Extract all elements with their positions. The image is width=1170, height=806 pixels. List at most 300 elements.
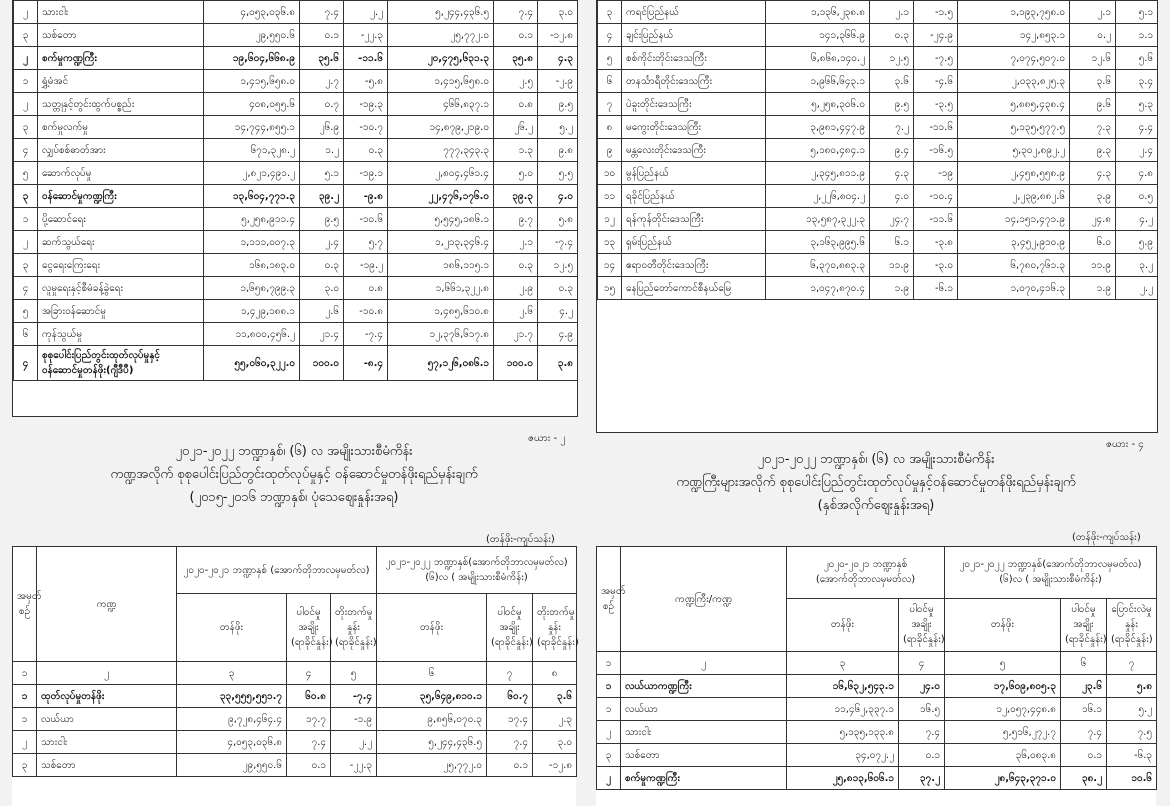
cell-value: ၂.၄ (1116, 139, 1158, 162)
cell-value: ၁,၁၃၆,၂၃၈.၈ (766, 1, 870, 24)
cell-value: ၂၆.၉ (300, 116, 344, 139)
cell-value: ၃၉.၃ (494, 185, 538, 208)
sector-name: ရခိုင်ပြည်နယ် (622, 185, 766, 208)
cell-value: ၅,၂၅၈,၃၀၆.၀ (766, 93, 870, 116)
row-number: ၁၄ (598, 254, 622, 277)
table-row (14, 70, 578, 93)
cell-value: ၄.၀ (870, 185, 914, 208)
cell-value: ၂၅,၈၁၃,၆၀၆.၁ (787, 767, 899, 790)
cell-value: ၂.၁ (870, 1, 914, 24)
column-number: ၅ (945, 652, 1061, 675)
left-title-line2: ကဏ္ဍအလိုက် စုစုပေါင်းပြည်တွင်းထုတ်လုပ်မှုနှင့် ဝန်ဆောင်မှုတန်ဖိုးရည်မှန်းချက် (110, 467, 478, 482)
cell-value: ၉.၄ (870, 139, 914, 162)
row-number: ၈ (598, 116, 622, 139)
cell-value: ၅.၉ (1116, 231, 1158, 254)
cell-value: -၂၄.၉ (914, 24, 958, 47)
cell-value: ၆၇၁,၃၂၈.၂ (204, 139, 300, 162)
row-number: ၁၃ (598, 231, 622, 254)
table-number-2: ဇယား - ၂ (528, 433, 566, 444)
cell-value: ၁၂.၅ (538, 254, 578, 277)
col-header-value: တန်ဖိုး (787, 598, 899, 651)
cell-value: ၀.၅ (1116, 185, 1158, 208)
table-row (14, 346, 578, 381)
cell-value: ၁၄၁,၃၆၆.၉ (766, 24, 870, 47)
table-row (14, 116, 578, 139)
cell-value: ၂,၄၅၈,၅၅၈.၉ (958, 162, 1070, 185)
sector-name: မကွေးတိုင်းဒေသကြီး (622, 116, 766, 139)
table-row (598, 185, 1158, 208)
cell-value: ၅.၈ (538, 208, 578, 231)
cell-value: ၁,၄၂၉,၁၈၈.၁ (204, 300, 300, 323)
cell-value: ၀.၃ (344, 139, 388, 162)
cell-value: ၁၄၂,၈၅၃.၁ (958, 24, 1070, 47)
col-header-share: ပါဝင်မှုအချိုး (ရာခိုင်နှုန်း) (287, 594, 331, 662)
cell-value: ၁,၁၉၃,၇၅၈.၀ (958, 1, 1070, 24)
table-row (598, 139, 1158, 162)
row-number: ၂ (597, 721, 621, 744)
cell-value: ၂.၅ (494, 70, 538, 93)
cell-value: ၁.၉ (870, 277, 914, 300)
cell-value: ၂.၆ (300, 300, 344, 323)
cell-value: ၁.၉ (1070, 277, 1116, 300)
table-row (598, 231, 1158, 254)
cell-value: ၅,၈၈၅,၄၃၈.၄ (958, 93, 1070, 116)
cell-value: -၈.၄ (344, 346, 388, 381)
sector-name: အခြားဝန်ဆောင်မှု (38, 300, 204, 323)
cell-value: ၉.၇ (494, 208, 538, 231)
cell-value: -၁၁.၆ (914, 208, 958, 231)
cell-value: ၆၀.၇ (487, 685, 533, 708)
col-header-share-2: ပါဝင်မှုအချိုး (ရာခိုင်နှုန်း) (487, 594, 533, 662)
table-row (14, 47, 578, 70)
cell-value: ၉.၅ (538, 93, 578, 116)
cell-value: -၇.၄ (331, 685, 377, 708)
col-header-sector: ကဏ္ဍ (37, 547, 177, 662)
cell-value: -၃.၈ (914, 231, 958, 254)
cell-value: ၆.၀ (1070, 231, 1116, 254)
col-header-2021-22: ၂၀၂၁-၂၀၂၂ ဘဏ္ဍာနှစ်(အောက်တိုဘာလမှမတ်လ) (၆)လ ( အမျိုးသားစီမံကိန်း) (945, 547, 1157, 599)
cell-value: ၂၀,၄၇၅,၆၃၁.၃ (388, 47, 494, 70)
cell-value: ၅,၂၄၄,၄၃၆.၅ (377, 731, 487, 754)
row-number: ၃ (14, 254, 38, 277)
cell-value: ၁၄,၁၅၁,၄၇၁.၉ (958, 208, 1070, 231)
cell-value: -၁၉.၃ (344, 93, 388, 116)
cell-value: ၁၂,၀၅၇,၄၄၈.၈ (945, 698, 1061, 721)
cell-value: ၂.၉ (494, 277, 538, 300)
cell-value: ၂၃.၆ (1061, 675, 1107, 698)
cell-value: ၆.၁ (870, 231, 914, 254)
right-title-line1: ၂၀၂၁-၂၀၂၂ ဘဏ္ဍာနှစ်၊ (၆) လ အမျိုးသားစီမံကိန်း (757, 452, 995, 467)
cell-value: ၉.၅ (300, 208, 344, 231)
cell-value: ၂၄.၇ (870, 208, 914, 231)
cell-value: ၂၅,၇၇၂.၀ (388, 24, 494, 47)
cell-value: ၃,၄၅၂,၉၁၀.၉ (958, 231, 1070, 254)
cell-value: ၁,၀၄၇,၈၇၀.၄ (766, 277, 870, 300)
table-row (13, 754, 577, 777)
cell-value: ၆၀.၈ (287, 685, 331, 708)
cell-value: ၀.၃ (300, 254, 344, 277)
cell-value: ၇.၃ (1070, 116, 1116, 139)
cell-value: ၆,၈၆၈,၁၄၀.၂ (766, 47, 870, 70)
row-number: ၁၂ (598, 208, 622, 231)
col-header-2021-22: ၂၀၂၁-၂၀၂၂ ဘဏ္ဍာနှစ်(အောက်တိုဘာလမှမတ်လ) (၆)လ ( အမျိုးသားစီမံကိန်း) (377, 547, 577, 594)
table-row (14, 231, 578, 254)
row-number: ၂ (14, 231, 38, 254)
cell-value: ၃.၆ (533, 685, 577, 708)
cell-value: ၃.၀ (300, 277, 344, 300)
cell-value: ၃.၉ (1070, 185, 1116, 208)
sector-name: စက်မှုလက်မှု (38, 116, 204, 139)
col-header-share: ပါဝင်မှုအချိုး (ရာခိုင်နှုန်း) (899, 598, 945, 651)
sector-name: ကရင်ပြည်နယ် (622, 1, 766, 24)
cell-value: -၂၂.၃ (344, 24, 388, 47)
cell-value: ၇.၄ (487, 731, 533, 754)
sector-name: မန္တလေးတိုင်းဒေသကြီး (622, 139, 766, 162)
cell-value: ၄၆၆,၈၃၇.၁ (388, 93, 494, 116)
table-top-left (12, 0, 578, 417)
row-number: ၂ (14, 1, 38, 24)
cell-value: ၁၆,၆၃၂,၅၄၃.၁ (787, 675, 899, 698)
cell-value: ၄,၀၅၃,၀၃၆.၈ (204, 1, 300, 24)
sector-name: လယ်ယာ (37, 708, 177, 731)
row-number: ၅ (14, 300, 38, 323)
cell-value: ၂,၈၂၁,၄၉၁.၂ (204, 162, 300, 185)
sector-name: သားငါး (37, 731, 177, 754)
row-number: ၃ (14, 116, 38, 139)
row-number: ၉ (598, 139, 622, 162)
cell-value: ၀.၁ (899, 744, 945, 767)
table-row (14, 208, 578, 231)
cell-value: ၁,၄၈၅,၆၁၀.၈ (388, 300, 494, 323)
cell-value: ၄.၃ (870, 162, 914, 185)
sector-name: နေပြည်တော်ကောင်စီနယ်မြေ (622, 277, 766, 300)
cell-value: -၁၀.၈ (344, 300, 388, 323)
cell-value: ၆,၇၈၀,၇၆၁.၃ (958, 254, 1070, 277)
cell-value: ၅.၂ (538, 116, 578, 139)
sector-name: ရန်ကုန်တိုင်းဒေသကြီး (622, 208, 766, 231)
cell-value: ၂၄.၀ (899, 675, 945, 698)
cell-value: ၅,၃၀၂,၈၉၂.၂ (958, 139, 1070, 162)
col-header-value-2: တန်ဖိုး (945, 598, 1061, 651)
cell-value: ၃,၉၈၁,၄၄၇.၉ (766, 116, 870, 139)
cell-value: ၃၅.၆ (300, 47, 344, 70)
cell-value: ၅.၈ (1107, 675, 1157, 698)
sector-name: လျှပ်စစ်ဓာတ်အား (38, 139, 204, 162)
row-number: ၂ (14, 93, 38, 116)
column-number: ၇ (487, 662, 533, 685)
right-title-line3: (နှစ်အလိုက်ဈေးနှုန်းအရ) (817, 498, 935, 513)
sector-name: ပို့ဆောင်ရေး (38, 208, 204, 231)
cell-value: -၇.၄ (538, 231, 578, 254)
cell-value: ၁,၉၆၆,၆၄၃.၁ (766, 70, 870, 93)
table-row (598, 93, 1158, 116)
col-header-change: ပြောင်းလဲမှုနှုန်း (ရာခိုင်နှုန်း) (1107, 598, 1157, 651)
row-number: ၅ (598, 47, 622, 70)
cell-value: ၂,၈၀၄,၄၆၁.၄ (388, 162, 494, 185)
cell-value: ၇.၄ (287, 731, 331, 754)
cell-value: ၅,၂၅၈,၉၁၁.၄ (204, 208, 300, 231)
table-top-right (596, 0, 1158, 433)
cell-value: -၁၂.၈ (533, 754, 577, 777)
row-number: ၁၅ (598, 277, 622, 300)
cell-value: ၀.၃ (538, 277, 578, 300)
table-row (598, 24, 1158, 47)
cell-value: ၂၄.၈ (1070, 208, 1116, 231)
cell-value: ၁၆.၁ (1061, 698, 1107, 721)
cell-value: ၁၁,၄၆၂,၃၃၇.၁ (787, 698, 899, 721)
cell-value: ၀.၁ (287, 754, 331, 777)
table-row (14, 300, 578, 323)
cell-value: ၀.၃ (870, 24, 914, 47)
cell-value: ၇.၄ (300, 1, 344, 24)
cell-value: ၃၇.၂ (899, 767, 945, 790)
cell-value: -၁၆.၅ (914, 139, 958, 162)
table-row (598, 254, 1158, 277)
cell-value: ၂,၀၃၃,၈၂၅.၃ (958, 70, 1070, 93)
cell-value: ၃၆,၀၈၃.၈ (945, 744, 1061, 767)
cell-value: ၁.၃ (494, 139, 538, 162)
cell-value: ၁၀၀.၀ (300, 346, 344, 381)
table-row (14, 1, 578, 24)
row-number: ၄ (14, 139, 38, 162)
column-number: ၃ (787, 652, 899, 675)
cell-value: ၁,၁၁၁,၀၀၇.၃ (204, 231, 300, 254)
column-number: ၇ (1107, 652, 1157, 675)
sector-name: ဆောက်လုပ်မှု (38, 162, 204, 185)
row-number: ၆ (598, 70, 622, 93)
cell-value: ၁၆.၅ (899, 698, 945, 721)
row-number: ၁ (14, 208, 38, 231)
cell-value: ၁၂.၆ (1070, 47, 1116, 70)
column-number: ၄ (287, 662, 331, 685)
sector-name: ကုန်သွယ်မှု (38, 323, 204, 346)
cell-value: -၅.၈ (344, 70, 388, 93)
table-row (597, 744, 1157, 767)
cell-value: ၅.၀ (494, 162, 538, 185)
table-number-4: ဇယား - ၄ (1106, 439, 1144, 450)
right-unit: (တန်ဖိုး-ကျပ်သန်း) (1072, 532, 1141, 543)
cell-value: -၁၁.၆ (914, 116, 958, 139)
cell-value: ၀.၁ (487, 754, 533, 777)
cell-value: ၁၀၀.၀ (494, 346, 538, 381)
cell-value: ၁၁.၉ (870, 254, 914, 277)
row-number: ၄ (598, 24, 622, 47)
row-number: ၃ (14, 185, 38, 208)
cell-value: ၆,၃၇၀,၈၈၃.၃ (766, 254, 870, 277)
cell-value: ၀.၁ (1061, 744, 1107, 767)
sector-name: ဧရာဝတီတိုင်းဒေသကြီး (622, 254, 766, 277)
cell-value: ၇.၅ (1107, 721, 1157, 744)
table-bottom-right (596, 546, 1156, 806)
cell-value: ၂.၃ (533, 708, 577, 731)
cell-value: ၁၆၈,၁၈၃.၀ (204, 254, 300, 277)
cell-value: ၃.၄ (1116, 70, 1158, 93)
cell-value: ၃.၆ (870, 70, 914, 93)
cell-value: ၁,၄၁၅,၆၅၈.၀ (388, 70, 494, 93)
right-title-line2: ကဏ္ဍကြီးများအလိုက် စုစုပေါင်းပြည်တွင်းထုတ်လုပ်မှုနှင့်ဝန်ဆောင်မှုတန်ဖိုးရည်မှန်းချက် (676, 475, 1076, 490)
cell-value: ၁,၂၁၃,၃၄၆.၄ (388, 231, 494, 254)
cell-value: ၇၇၇,၃၄၃.၃ (388, 139, 494, 162)
cell-value: -၁၀.၇ (344, 116, 388, 139)
table-row (14, 277, 578, 300)
cell-value: ၁၈၆,၁၁၅.၁ (388, 254, 494, 277)
cell-value: ၄.၂ (1116, 208, 1158, 231)
cell-value: ၄.၄ (1116, 116, 1158, 139)
column-number: ၂ (621, 652, 787, 675)
cell-value: ၉,၇၂၈,၄၆၄.၄ (177, 708, 287, 731)
table-row (598, 70, 1158, 93)
cell-value: ၂.၂ (1116, 277, 1158, 300)
cell-value: ၃၄,၀၇၂.၂ (787, 744, 899, 767)
table-row (14, 162, 578, 185)
cell-value: -၁.၅ (914, 1, 958, 24)
cell-value: ၅.၇ (344, 231, 388, 254)
sector-name: ဝန်ဆောင်မှုကဏ္ဍကြီး (38, 185, 204, 208)
cell-value: -၂.၉ (538, 70, 578, 93)
cell-value: ၂၁.၄ (300, 323, 344, 346)
row-number: ၁၀ (598, 162, 622, 185)
cell-value: ၇.၂ (870, 116, 914, 139)
cell-value: -၂၂.၃ (331, 754, 377, 777)
cell-value: ၂၉,၅၅၀.၆ (204, 24, 300, 47)
col-header-share-2: ပါဝင်မှုအချိုး (ရာခိုင်နှုန်း) (1061, 598, 1107, 651)
sector-name: ချင်းပြည်နယ် (622, 24, 766, 47)
cell-value: ၂.၆ (494, 300, 538, 323)
cell-value: ၃.၀ (533, 731, 577, 754)
table-row (14, 139, 578, 162)
col-header-growth-2: တိုးတက်မှုနှုန်း (ရာခိုင်နှုန်း) (533, 594, 577, 662)
cell-value: -၃.၅ (914, 93, 958, 116)
cell-value: ၂,၃၄၅,၈၁၁.၉ (766, 162, 870, 185)
cell-value: ၃၈.၂ (1061, 767, 1107, 790)
cell-value: ၉.၃ (1070, 139, 1116, 162)
column-number: ၆ (377, 662, 487, 685)
cell-value: ၅.၁ (1116, 1, 1158, 24)
cell-value: ၁,၆၅၈,၇၉၉.၃ (204, 277, 300, 300)
cell-value: ၇.၄ (494, 1, 538, 24)
cell-value: ၂.၂ (331, 731, 377, 754)
cell-value: ၅၇,၁၂၆,၀၈၆.၁ (388, 346, 494, 381)
column-number: ၄ (899, 652, 945, 675)
sector-name: တနင်္သာရီတိုင်းဒေသကြီး (622, 70, 766, 93)
row-number: ၁၁ (598, 185, 622, 208)
cell-value: ၁၁.၉ (1070, 254, 1116, 277)
sector-name: သားငါး (621, 721, 787, 744)
row-number: ၁ (13, 685, 37, 708)
sector-name: လယ်ယာကဏ္ဍကြီး (621, 675, 787, 698)
cell-value: -၁၀.၄ (914, 185, 958, 208)
table-bottom-left (12, 546, 579, 806)
cell-value: ၁၄,၇၄၄,၈၅၅.၁ (204, 116, 300, 139)
left-unit: (တန်ဖိုး-ကျပ်သန်း) (486, 534, 555, 545)
table-row (13, 731, 577, 754)
cell-value: -၁.၉ (331, 708, 377, 731)
left-title-line3: (၂၀၁၅-၂၀၁၆ ဘဏ္ဍာနှစ်၊ ပုံသေဈေးနှုန်းအရ) (189, 490, 399, 505)
cell-value: ၁၃,၆၀၄,၇၇၁.၃ (204, 185, 300, 208)
cell-value: ၂၆.၂ (494, 116, 538, 139)
col-header-value: တန်ဖိုး (177, 594, 287, 662)
cell-value: ၀.၇ (300, 93, 344, 116)
cell-value: ၅.၅ (538, 162, 578, 185)
col-header-2020-21: ၂၀၂၀-၂၀၂၁ ဘဏ္ဍာနှစ် (အောက်တိုဘာလမှမတ်လ) (787, 547, 945, 599)
cell-value: ၇,၀၇၄,၅၀၇.၀ (958, 47, 1070, 70)
table-row (14, 254, 578, 277)
cell-value: ၄၀၈,၀၅၅.၆ (204, 93, 300, 116)
cell-value: ၅,၂၄၄,၄၃၆.၅ (388, 1, 494, 24)
cell-value: ၁၄,၈၇၉,၂၁၉.၀ (388, 116, 494, 139)
sector-name: သစ်တော (37, 754, 177, 777)
table-row (598, 277, 1158, 300)
cell-value: ၀.၃ (494, 254, 538, 277)
cell-value: ၂၁.၇ (494, 323, 538, 346)
column-number: ၅ (331, 662, 377, 685)
cell-value: ၃.၂ (1116, 254, 1158, 277)
cell-value: ၂.၁ (494, 231, 538, 254)
table-row (598, 47, 1158, 70)
cell-value: ၁၉,၆၀၄,၆၆၈.၉ (204, 47, 300, 70)
row-number: ၇ (598, 93, 622, 116)
row-number: ၁ (13, 708, 37, 731)
cell-value: ၀.၁ (494, 24, 538, 47)
table-row (14, 323, 578, 346)
table-row (598, 208, 1158, 231)
table-row (13, 685, 577, 708)
cell-value: ၄.၉ (538, 323, 578, 346)
col-header-no: အမှတ်စဉ် (13, 547, 37, 662)
cell-value: ၅.၆ (1116, 47, 1158, 70)
sector-name: ငွေရေးကြေးရေး (38, 254, 204, 277)
cell-value: ၂,၂၂၆,၈၀၄.၂ (766, 185, 870, 208)
sector-name: သစ်တော (621, 744, 787, 767)
cell-value: ၂.၁ (1070, 1, 1116, 24)
left-title-line1: ၂၀၂၁-၂၀၂၂ ဘဏ္ဍာနှစ်၊ (၆) လ အမျိုးသားစီမံကိန်း (175, 444, 413, 459)
table-row (14, 93, 578, 116)
table-row (598, 162, 1158, 185)
column-number: ၁ (597, 652, 621, 675)
cell-value: ၂၂,၄၇၆,၁၇၆.၀ (388, 185, 494, 208)
cell-value: ၁၃,၅၈၇,၃၂၂.၃ (766, 208, 870, 231)
sector-name: လယ်ယာ (621, 698, 787, 721)
cell-value: ၄.၀ (538, 185, 578, 208)
sector-name: စက်မှုကဏ္ဍကြီး (621, 767, 787, 790)
row-number: ၅ (14, 162, 38, 185)
row-number: ၁ (597, 698, 621, 721)
col-header-sector: ကဏ္ဍကြီး/ကဏ္ဍ (621, 547, 787, 652)
cell-value: -၆.၁ (914, 277, 958, 300)
sector-name: လူမှုရေးနှင့်စီမံခန့်ခွဲရေး (38, 277, 204, 300)
cell-value: ၉.၈ (538, 139, 578, 162)
cell-value: ၂.၇ (300, 70, 344, 93)
cell-value: ၃.၆ (1070, 70, 1116, 93)
cell-value: ၂.၂ (344, 1, 388, 24)
sector-name: မွန်ပြည်နယ် (622, 162, 766, 185)
sector-name: ဆက်သွယ်ရေး (38, 231, 204, 254)
sector-name: ပဲခူးတိုင်းဒေသကြီး (622, 93, 766, 116)
col-header-2020-21: ၂၀၂၀-၂၀၂၁ ဘဏ္ဍာနှစ် (အောက်တိုဘာလမှမတ်လ) (177, 547, 377, 594)
cell-value: ၃၉.၂ (300, 185, 344, 208)
sector-name: စုစုပေါင်းပြည်တွင်းထုတ်လုပ်မှုနှင့်ဝန်ဆောင်မှုတန်ဖိုး(ဂျီဒီပီ) (38, 346, 204, 381)
col-header-value-2: တန်ဖိုး (377, 594, 487, 662)
cell-value: ၂၅,၇၇၂.၀ (377, 754, 487, 777)
column-number: ၁ (13, 662, 37, 685)
cell-value: ၁.၂ (300, 139, 344, 162)
row-number: ၄ (14, 346, 38, 381)
cell-value: -၁၀.၆ (344, 208, 388, 231)
cell-value: -၃.၀ (914, 254, 958, 277)
cell-value: ၉,၈၅၆,၀၇၀.၃ (377, 708, 487, 731)
cell-value: ၉.၆ (1070, 93, 1116, 116)
sector-name: သားငါး (38, 1, 204, 24)
